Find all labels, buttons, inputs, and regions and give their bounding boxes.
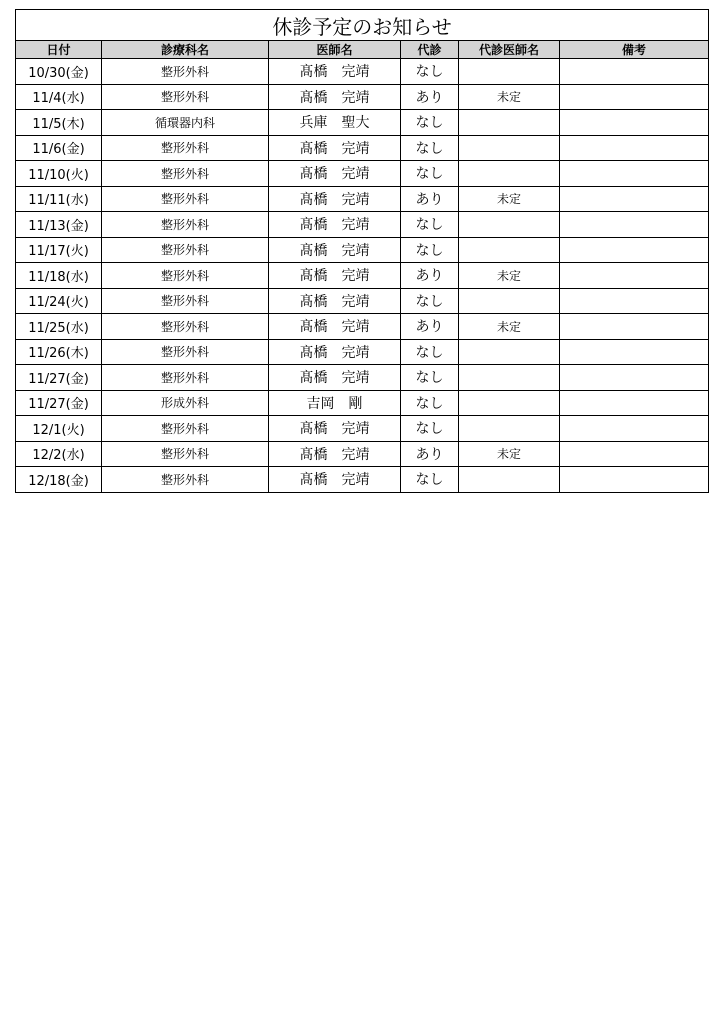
cell-date: 11/6(金) [16,135,102,161]
table-row [16,212,709,238]
cell-date: 11/26(木) [16,339,102,365]
cell-substitute-doctor [459,390,560,416]
cell-doctor: 髙橋 完靖 [269,416,401,442]
table-row [16,237,709,263]
cell-date: 11/27(金) [16,365,102,391]
cell-substitute: なし [401,390,459,416]
cell-date: 11/27(金) [16,390,102,416]
cell-substitute: あり [401,84,459,110]
cell-department: 整形外科 [102,161,269,187]
header-date: 日付 [16,41,102,59]
cell-note [560,110,709,136]
cell-department: 整形外科 [102,416,269,442]
cell-substitute-doctor: 未定 [459,186,560,212]
cell-date: 12/1(火) [16,416,102,442]
cell-note [560,161,709,187]
cell-substitute-doctor [459,288,560,314]
cell-department: 整形外科 [102,365,269,391]
table-row [16,186,709,212]
cell-substitute: なし [401,212,459,238]
cell-date: 12/18(金) [16,467,102,493]
cell-doctor: 髙橋 完靖 [269,237,401,263]
table-row [16,84,709,110]
table-header-row [16,41,709,59]
cell-substitute-doctor [459,59,560,85]
page-title: 休診予定のお知らせ [16,10,709,41]
cell-note [560,212,709,238]
cell-doctor: 髙橋 完靖 [269,467,401,493]
cell-note [560,390,709,416]
cell-date: 11/24(火) [16,288,102,314]
cell-department: 整形外科 [102,467,269,493]
header-department: 診療科名 [102,41,269,59]
cell-substitute-doctor [459,237,560,263]
cell-substitute-doctor [459,467,560,493]
cell-department: 整形外科 [102,314,269,340]
cell-department: 循環器内科 [102,110,269,136]
table-row [16,390,709,416]
cell-note [560,441,709,467]
cell-substitute-doctor: 未定 [459,441,560,467]
cell-date: 12/2(水) [16,441,102,467]
header-note: 備考 [560,41,709,59]
cell-substitute: なし [401,237,459,263]
table-row [16,467,709,493]
cell-substitute: あり [401,441,459,467]
table-row [16,416,709,442]
cell-substitute-doctor [459,110,560,136]
cell-doctor: 髙橋 完靖 [269,314,401,340]
cell-substitute: なし [401,467,459,493]
cell-department: 整形外科 [102,186,269,212]
cell-doctor: 兵庫 聖大 [269,110,401,136]
table-row [16,161,709,187]
cell-date: 11/4(水) [16,84,102,110]
cell-date: 11/5(木) [16,110,102,136]
cell-substitute: なし [401,416,459,442]
cell-date: 11/13(金) [16,212,102,238]
cell-note [560,237,709,263]
cell-department: 整形外科 [102,441,269,467]
cell-doctor: 髙橋 完靖 [269,339,401,365]
table-row [16,339,709,365]
table-row [16,314,709,340]
cell-date: 11/25(水) [16,314,102,340]
cell-substitute: あり [401,186,459,212]
cell-department: 整形外科 [102,339,269,365]
cell-substitute-doctor: 未定 [459,84,560,110]
cell-department: 整形外科 [102,84,269,110]
cell-note [560,288,709,314]
cell-department: 整形外科 [102,288,269,314]
closure-schedule-table [15,9,709,493]
cell-substitute: なし [401,339,459,365]
cell-substitute-doctor [459,416,560,442]
cell-doctor: 髙橋 完靖 [269,288,401,314]
cell-substitute-doctor [459,161,560,187]
header-substitute: 代診 [401,41,459,59]
cell-note [560,84,709,110]
header-substitute-doctor: 代診医師名 [459,41,560,59]
table-row [16,263,709,289]
cell-substitute: あり [401,314,459,340]
cell-note [560,467,709,493]
cell-date: 10/30(金) [16,59,102,85]
cell-substitute-doctor: 未定 [459,263,560,289]
cell-doctor: 髙橋 完靖 [269,186,401,212]
cell-substitute-doctor [459,339,560,365]
cell-doctor: 髙橋 完靖 [269,365,401,391]
cell-note [560,135,709,161]
cell-note [560,263,709,289]
table-row [16,110,709,136]
cell-substitute: あり [401,263,459,289]
cell-date: 11/11(水) [16,186,102,212]
table-row [16,365,709,391]
cell-doctor: 髙橋 完靖 [269,263,401,289]
cell-date: 11/17(火) [16,237,102,263]
cell-substitute-doctor [459,135,560,161]
table-row [16,135,709,161]
cell-department: 形成外科 [102,390,269,416]
cell-substitute: なし [401,288,459,314]
cell-note [560,186,709,212]
cell-substitute-doctor [459,212,560,238]
cell-department: 整形外科 [102,212,269,238]
cell-doctor: 髙橋 完靖 [269,84,401,110]
table-row [16,288,709,314]
cell-substitute: なし [401,161,459,187]
cell-doctor: 吉岡 剛 [269,390,401,416]
cell-substitute-doctor: 未定 [459,314,560,340]
cell-substitute: なし [401,135,459,161]
cell-note [560,339,709,365]
cell-department: 整形外科 [102,237,269,263]
table-body [16,59,709,493]
cell-date: 11/18(水) [16,263,102,289]
cell-doctor: 髙橋 完靖 [269,161,401,187]
cell-substitute: なし [401,59,459,85]
cell-doctor: 髙橋 完靖 [269,59,401,85]
cell-substitute: なし [401,110,459,136]
table-row [16,59,709,85]
cell-department: 整形外科 [102,263,269,289]
cell-doctor: 髙橋 完靖 [269,441,401,467]
cell-note [560,59,709,85]
cell-department: 整形外科 [102,59,269,85]
cell-doctor: 髙橋 完靖 [269,135,401,161]
schedule-sheet [15,9,708,493]
table-row [16,441,709,467]
cell-doctor: 髙橋 完靖 [269,212,401,238]
cell-department: 整形外科 [102,135,269,161]
cell-note [560,416,709,442]
cell-note [560,314,709,340]
header-doctor: 医師名 [269,41,401,59]
cell-substitute: なし [401,365,459,391]
cell-date: 11/10(火) [16,161,102,187]
cell-note [560,365,709,391]
cell-substitute-doctor [459,365,560,391]
